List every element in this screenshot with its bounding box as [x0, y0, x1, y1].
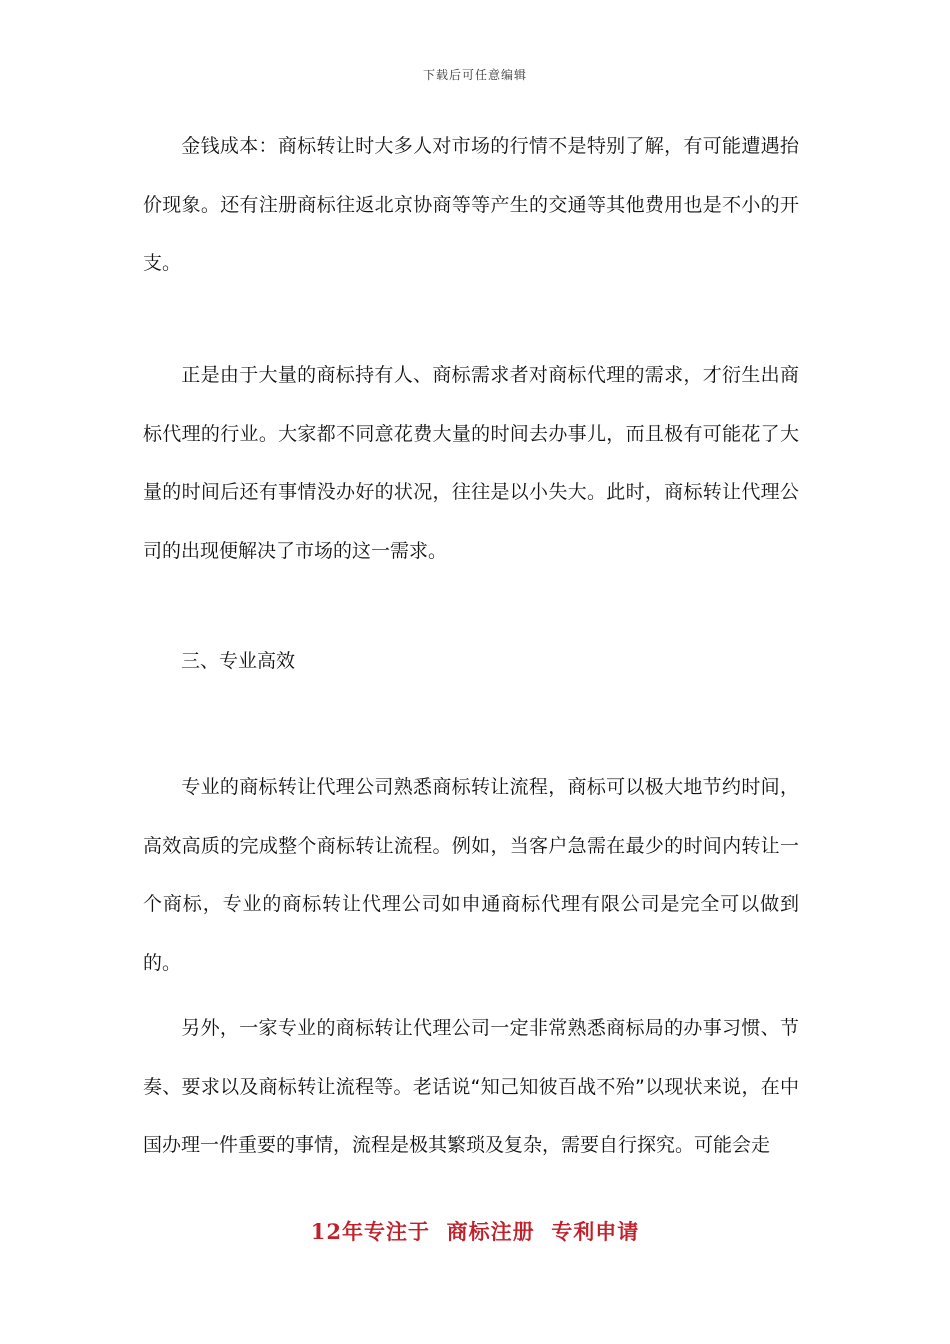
- paragraph-professional-process: [143, 758, 799, 992]
- page-header-note: 下载后可任意编辑: [422, 68, 527, 82]
- paragraph-text: 另外，一家专业的商标转让代理公司一定非常熟悉商标局的办事习惯、节奏、要求以及商标转让流程等。老话说“知己知彼百战不殆”以现状来说，在中国办理一件重要的事情，流程是极其繁琐及复杂，需要自行探究。可能会走: [143, 1017, 799, 1156]
- paragraph-familiarity: [143, 999, 799, 1175]
- section-heading-text: 三、专业高效: [181, 650, 296, 672]
- paragraph-text: 正是由于大量的商标持有人、商标需求者对商标代理的需求，才衍生出商标代理的行业。大家都不同意花费大量的时间去办事儿，而且极有可能花了大量的时间后还有事情没办好的状况，往往是以小失大。此时，商标转让代理公司的出现便解决了市场的这一需求。: [143, 364, 799, 562]
- paragraph-text: 专业的商标转让代理公司熟悉商标转让流程，商标可以极大地节约时间，高效高质的完成整个商标转让流程。例如，当客户急需在最少的时间内转让一个商标，专业的商标转让代理公司如申通商标代理有限公司是完全可以做到的。: [143, 776, 799, 974]
- section-heading-professional-efficiency: [143, 632, 799, 691]
- paragraph-agency-demand: [143, 346, 799, 580]
- paragraph-monetary-cost: [143, 117, 799, 293]
- footer-slogan: 12年专注于 商标注册 专利申请: [310, 1219, 640, 1244]
- paragraph-text: 金钱成本：商标转让时大多人对市场的行情不是特别了解，有可能遭遇抬价现象。还有注册商标往返北京协商等等产生的交通等其他费用也是不小的开支。: [143, 135, 799, 274]
